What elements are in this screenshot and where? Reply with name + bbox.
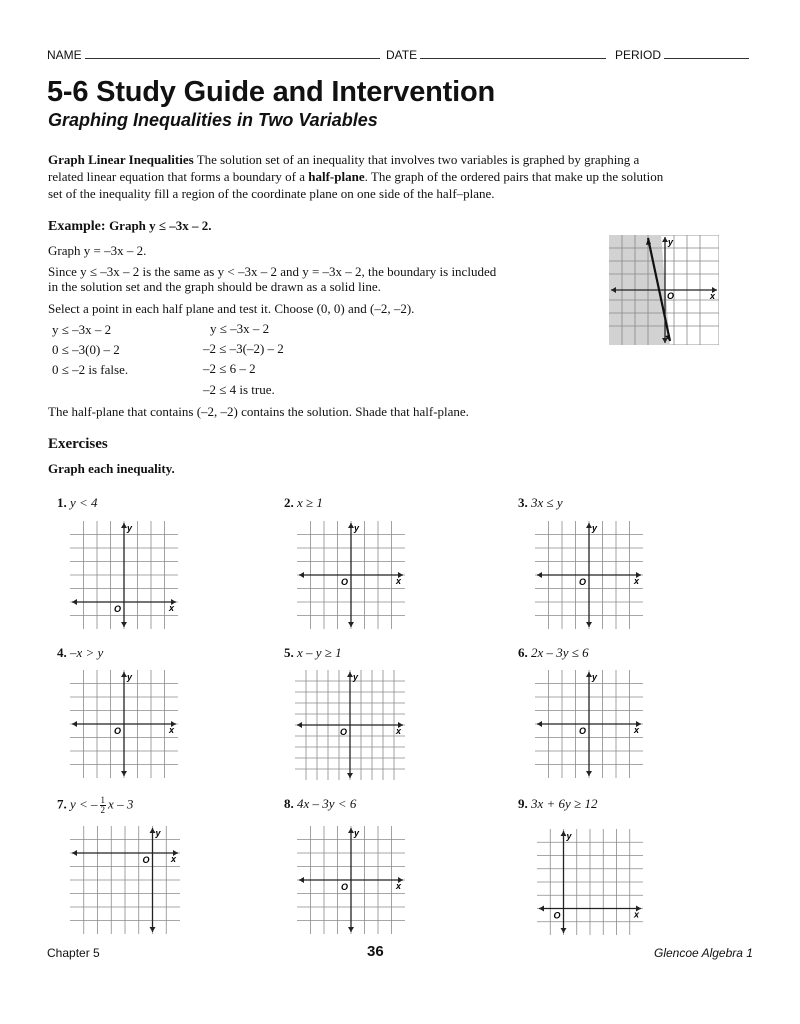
example-conclusion: The half-plane that contains (–2, –2) contains the solution. Shade that half-plane. bbox=[48, 404, 469, 419]
exercise-8-grid[interactable] bbox=[297, 826, 405, 934]
exercise-3-grid[interactable] bbox=[535, 521, 643, 629]
y-label: y bbox=[592, 672, 598, 682]
date-field[interactable] bbox=[386, 46, 606, 62]
intro-text-2: related linear equation that forms a boundary of a bbox=[48, 169, 309, 184]
origin-label: O bbox=[579, 577, 587, 587]
exercise-9-label: 9. 3x + 6y ≥ 12 bbox=[518, 796, 598, 811]
origin-label: O bbox=[114, 726, 122, 736]
example-left-3: 0 ≤ –2 is false. bbox=[52, 362, 129, 377]
origin-label: O bbox=[341, 882, 349, 892]
exercise-3-label: 3. 3x ≤ y bbox=[518, 495, 563, 510]
date-line bbox=[420, 46, 606, 59]
footer-page-number: 36 bbox=[367, 943, 384, 960]
y-label: y bbox=[566, 831, 572, 841]
y-label: y bbox=[592, 523, 598, 533]
intro-paragraph bbox=[48, 151, 748, 202]
example-line-1: Graph y = –3x – 2. bbox=[48, 243, 147, 258]
example-left-2: 0 ≤ –3(0) – 2 bbox=[52, 342, 120, 357]
date-label: DATE bbox=[386, 48, 418, 62]
intro-text-1: The solution set of an inequality that involves two variables is graphed by graphing a bbox=[193, 152, 640, 167]
x-label: x bbox=[634, 909, 640, 920]
example-right-1: y ≤ –3x – 2 bbox=[210, 321, 270, 336]
footer-chapter: Chapter 5 bbox=[47, 946, 100, 960]
exercises-heading: Exercises bbox=[48, 436, 108, 452]
intro-text-3: . The graph of the ordered pairs that make up the solution bbox=[364, 169, 664, 184]
origin-label: O bbox=[340, 727, 348, 737]
y-label: y bbox=[353, 672, 359, 682]
name-field[interactable] bbox=[47, 46, 380, 62]
origin-label: O bbox=[114, 604, 122, 614]
exercise-6-label: 6. 2x – 3y ≤ 6 bbox=[518, 645, 589, 660]
period-field[interactable] bbox=[615, 46, 749, 62]
example-label: Example: bbox=[48, 219, 106, 234]
example-left-1: y ≤ –3x – 2 bbox=[52, 322, 112, 337]
exercises-instruction: Graph each inequality. bbox=[48, 461, 175, 476]
origin-label: O bbox=[579, 726, 587, 736]
origin-label: O bbox=[553, 910, 561, 921]
example-right-3: –2 ≤ 6 – 2 bbox=[203, 361, 256, 376]
example-graph bbox=[609, 235, 719, 345]
exercise-1-grid[interactable] bbox=[70, 521, 178, 629]
exercise-1-label: 1. y < 4 bbox=[57, 495, 98, 510]
x-label: x bbox=[634, 725, 640, 735]
y-label: y bbox=[668, 237, 674, 247]
x-label: x bbox=[169, 603, 175, 613]
x-label: x bbox=[169, 725, 175, 735]
example-heading bbox=[48, 218, 212, 235]
intro-bold-term: half-plane bbox=[308, 169, 365, 184]
exercise-4-grid[interactable] bbox=[70, 670, 178, 778]
origin-label: O bbox=[142, 855, 150, 865]
exercise-2-label: 2. x ≥ 1 bbox=[284, 495, 323, 510]
x-label: x bbox=[396, 726, 402, 736]
example-line-2: Since y ≤ –3x – 2 is the same as y < –3x – 2 and y = –3x – 2, the boundary is included bbox=[48, 264, 497, 279]
x-label: x bbox=[710, 291, 716, 301]
exercise-6-grid[interactable] bbox=[535, 670, 643, 778]
fraction: $\frac{1}{2}$ bbox=[100, 795, 106, 815]
y-label: y bbox=[354, 828, 360, 838]
intro-heading: Graph Linear Inequalities bbox=[48, 152, 194, 167]
page-title: 5-6 Study Guide and Intervention bbox=[47, 76, 495, 108]
example-problem: Graph y ≤ –3x – 2. bbox=[109, 218, 212, 233]
exercise-5-label: 5. x – y ≥ 1 bbox=[284, 645, 342, 660]
intro-text-4: set of the inequality fill a region of the coordinate plane on one side of the half–plane. bbox=[48, 186, 495, 201]
exercise-4-label: 4. –x > y bbox=[57, 645, 104, 660]
example-line-4: Select a point in each half plane and test it. Choose (0, 0) and (–2, –2). bbox=[48, 301, 415, 316]
exercise-9-grid[interactable] bbox=[537, 829, 643, 935]
y-label: y bbox=[127, 672, 133, 682]
exercise-8-label: 8. 4x – 3y < 6 bbox=[284, 796, 357, 811]
exercise-5-grid[interactable] bbox=[295, 670, 405, 780]
name-label: NAME bbox=[47, 48, 82, 62]
x-label: x bbox=[171, 854, 177, 864]
page-subtitle: Graphing Inequalities in Two Variables bbox=[48, 110, 378, 130]
x-label: x bbox=[396, 576, 402, 586]
x-label: x bbox=[396, 881, 402, 891]
exercise-7-label: 7. y < – $\frac{1}{2}$ x – 3 bbox=[57, 795, 134, 815]
y-label: y bbox=[127, 523, 133, 533]
example-right-4: –2 ≤ 4 is true. bbox=[203, 382, 275, 397]
example-right-2: –2 ≤ –3(–2) – 2 bbox=[203, 341, 284, 356]
origin-label: O bbox=[667, 291, 675, 301]
name-line bbox=[85, 46, 380, 59]
example-line-3: in the solution set and the graph should be drawn as a solid line. bbox=[48, 279, 381, 294]
origin-label: O bbox=[341, 577, 349, 587]
exercise-2-grid[interactable] bbox=[297, 521, 405, 629]
y-label: y bbox=[354, 523, 360, 533]
x-label: x bbox=[634, 576, 640, 586]
footer-book: Glencoe Algebra 1 bbox=[654, 946, 753, 960]
exercise-7-grid[interactable] bbox=[70, 826, 180, 934]
y-label: y bbox=[155, 828, 161, 838]
period-label: PERIOD bbox=[615, 48, 662, 62]
period-line bbox=[664, 46, 749, 59]
